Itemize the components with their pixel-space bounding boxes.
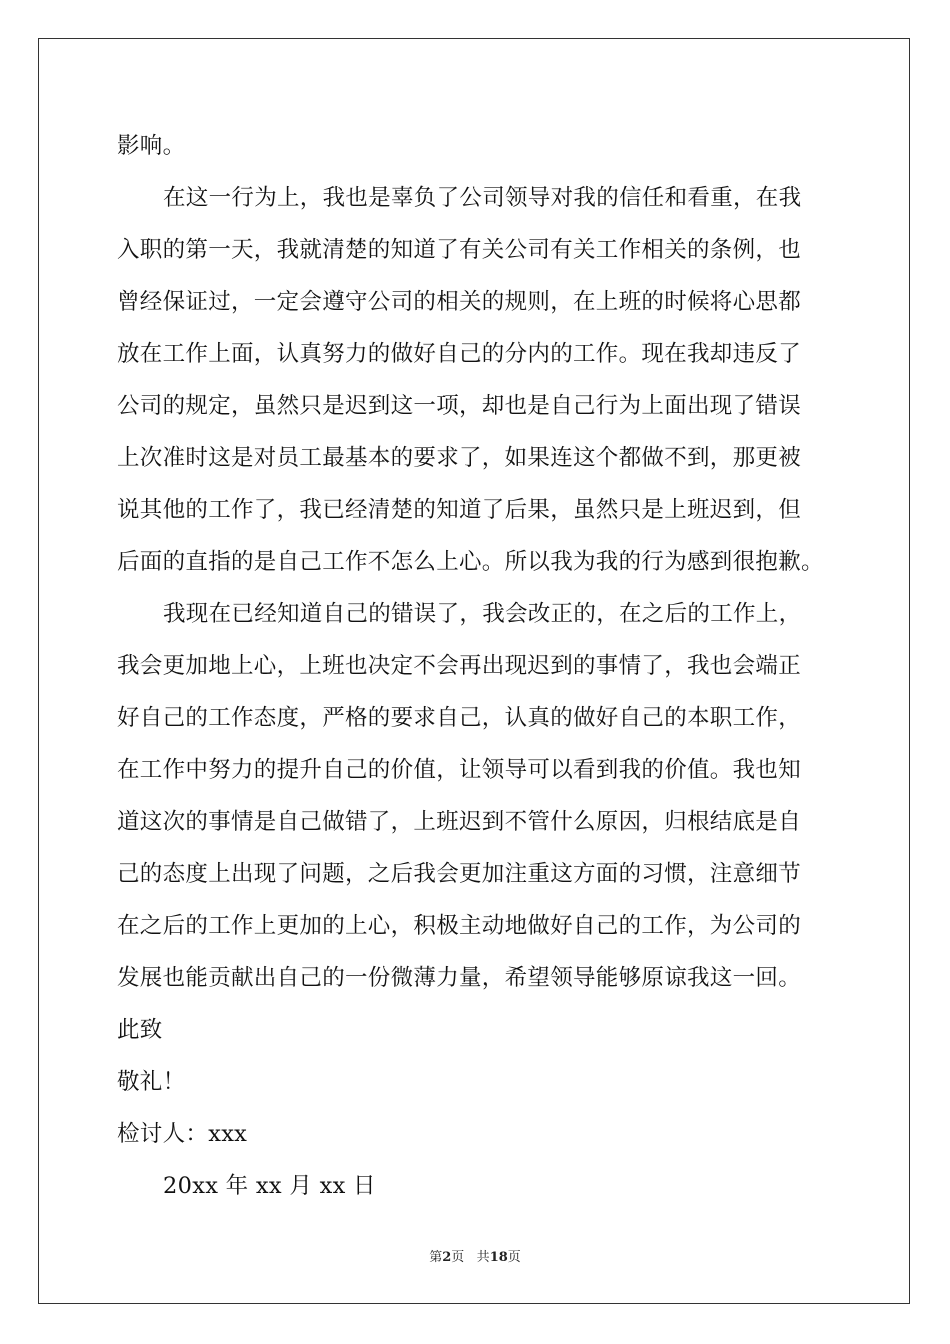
closing-respects: 敬礼！ (117, 1069, 186, 1095)
paragraph-start: 在这一行为上，我也是辜负了公司领导对我的信任和看重，在我 (163, 185, 802, 211)
text-line: 放在工作上面，认真努力的做好自己的分内的工作。现在我却违反了 (117, 341, 802, 367)
footer-page-suffix: 页 (451, 1250, 465, 1265)
footer-total-number: 18 (489, 1250, 508, 1265)
signature-line: 检讨人：xxx (117, 1121, 248, 1147)
footer-total-suffix: 页 (507, 1250, 521, 1265)
paragraph-start: 我现在已经知道自己的错误了，我会改正的，在之后的工作上， (163, 601, 802, 627)
footer-prefix: 第 (429, 1250, 443, 1265)
closing-salutation: 此致 (117, 1017, 163, 1043)
text-line: 曾经保证过，一定会遵守公司的相关的规则，在上班的时候将心思都 (117, 289, 802, 315)
footer-page-number: 2 (442, 1250, 452, 1265)
text-line: 在之后的工作上更加的上心，积极主动地做好自己的工作，为公司的 (117, 913, 802, 939)
text-line: 道这次的事情是自己做错了，上班迟到不管什么原因，归根结底是自 (117, 809, 802, 835)
date-line: 20xx 年 xx 月 xx 日 (163, 1173, 376, 1199)
page-footer (0, 1246, 950, 1265)
text-line: 上次准时这是对员工最基本的要求了，如果连这个都做不到，那更被 (117, 445, 802, 471)
text-line: 公司的规定，虽然只是迟到这一项，却也是自己行为上面出现了错误 (117, 393, 802, 419)
text-line: 好自己的工作态度，严格的要求自己，认真的做好自己的本职工作， (117, 705, 802, 731)
text-line: 入职的第一天，我就清楚的知道了有关公司有关工作相关的条例，也 (117, 237, 802, 263)
footer-total-prefix: 共 (476, 1250, 490, 1265)
text-line: 己的态度上出现了问题，之后我会更加注重这方面的习惯，注意细节 (117, 861, 802, 887)
text-line: 说其他的工作了，我已经清楚的知道了后果，虽然只是上班迟到，但 (117, 497, 802, 523)
text-line: 发展也能贡献出自己的一份微薄力量，希望领导能够原谅我这一回。 (117, 965, 802, 991)
text-line: 我会更加地上心，上班也决定不会再出现迟到的事情了，我也会端正 (117, 653, 802, 679)
text-line: 在工作中努力的提升自己的价值，让领导可以看到我的价值。我也知 (117, 757, 802, 783)
text-line: 后面的直指的是自己工作不怎么上心。所以我为我的行为感到很抱歉。 (117, 549, 824, 575)
text-line: 影响。 (117, 133, 186, 159)
